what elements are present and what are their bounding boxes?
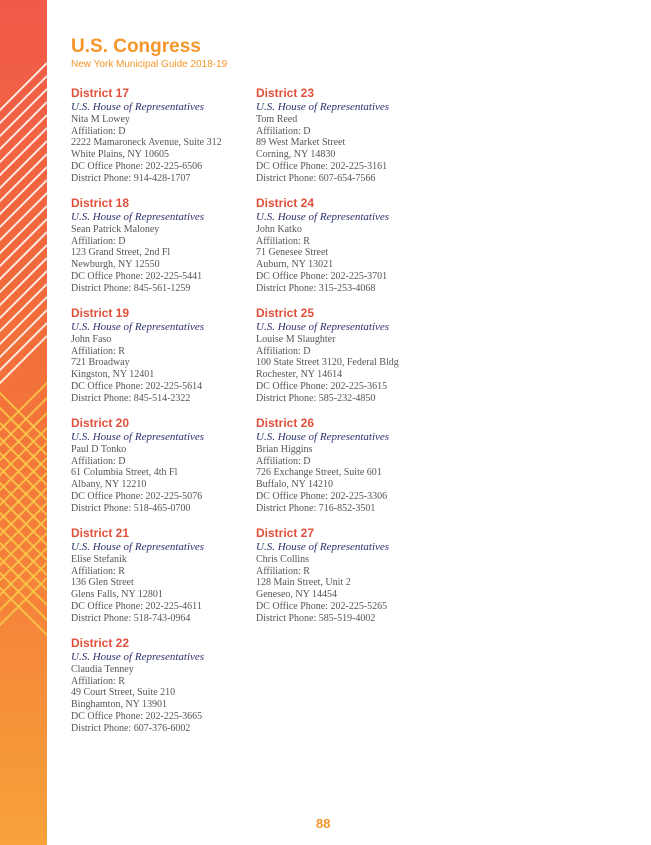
- district-heading: District 22: [71, 636, 130, 650]
- dc-office-phone: DC Office Phone: 202-225-5265: [256, 600, 388, 612]
- address-line-1: 89 West Market Street: [256, 137, 346, 149]
- dc-office-phone: DC Office Phone: 202-225-4611: [71, 600, 202, 612]
- affiliation: Affiliation: R: [256, 565, 310, 577]
- district-entry: [71, 306, 251, 416]
- representative-name: Chris Collins: [256, 554, 310, 565]
- office-title: U.S. House of Representatives: [71, 211, 205, 223]
- district-heading: District 17: [71, 86, 130, 100]
- district-phone: District Phone: 845-514-2322: [71, 392, 191, 404]
- address-line-1: 128 Main Street, Unit 2: [256, 577, 351, 589]
- representative-name: Sean Patrick Maloney: [71, 224, 160, 235]
- affiliation: Affiliation: R: [71, 345, 125, 357]
- district-heading: District 21: [71, 526, 130, 540]
- affiliation: Affiliation: R: [71, 675, 125, 687]
- district-phone: District Phone: 315-253-4068: [256, 282, 376, 294]
- address-line-1: 726 Exchange Street, Suite 601: [256, 467, 382, 479]
- office-title: U.S. House of Representatives: [256, 541, 390, 553]
- address-line-2: Auburn, NY 13021: [256, 259, 334, 271]
- representative-name: Claudia Tenney: [71, 664, 134, 675]
- representative-name: John Faso: [71, 334, 112, 345]
- district-heading: District 23: [256, 86, 315, 100]
- district-phone: District Phone: 607-654-7566: [256, 172, 376, 184]
- representative-name: Brian Higgins: [256, 444, 313, 455]
- dc-office-phone: DC Office Phone: 202-225-5441: [71, 270, 203, 282]
- representative-name: Nita M Lowey: [71, 114, 130, 125]
- address-line-2: Binghamton, NY 13901: [71, 699, 168, 711]
- address-line-1: 100 State Street 3120, Federal Bldg: [256, 357, 399, 369]
- affiliation: Affiliation: D: [256, 125, 311, 137]
- address-line-2: Geneseo, NY 14454: [256, 589, 338, 601]
- district-phone: District Phone: 716-852-3501: [256, 502, 376, 514]
- representative-name: Paul D Tonko: [71, 444, 127, 455]
- affiliation: Affiliation: R: [71, 565, 125, 577]
- right-column: [256, 86, 436, 636]
- address-line-2: Albany, NY 12210: [71, 479, 147, 491]
- office-title: U.S. House of Representatives: [256, 211, 390, 223]
- district-phone: District Phone: 585-232-4850: [256, 392, 376, 404]
- address-line-1: 61 Columbia Street, 4th Fl: [71, 467, 178, 479]
- dc-office-phone: DC Office Phone: 202-225-5614: [71, 380, 203, 392]
- office-title: U.S. House of Representatives: [71, 651, 205, 663]
- page-subtitle: New York Municipal Guide 2018-19: [71, 59, 228, 70]
- district-entry: [256, 306, 436, 416]
- representative-name: Tom Reed: [256, 114, 298, 125]
- left-column: [71, 86, 251, 746]
- address-line-2: Rochester, NY 14614: [256, 369, 343, 381]
- address-line-1: 136 Glen Street: [71, 577, 134, 589]
- address-line-1: 71 Genesee Street: [256, 247, 329, 259]
- address-line-2: Newburgh, NY 12550: [71, 259, 160, 271]
- address-line-1: 721 Broadway: [71, 357, 130, 369]
- dc-office-phone: DC Office Phone: 202-225-3701: [256, 270, 388, 282]
- affiliation: Affiliation: D: [256, 345, 311, 357]
- address-line-1: 49 Court Street, Suite 210: [71, 687, 176, 699]
- affiliation: Affiliation: D: [71, 125, 126, 137]
- district-phone: District Phone: 607-376-6002: [71, 722, 191, 734]
- office-title: U.S. House of Representatives: [71, 431, 205, 443]
- district-phone: District Phone: 518-465-0700: [71, 502, 191, 514]
- address-line-1: 123 Grand Street, 2nd Fl: [71, 247, 171, 259]
- district-heading: District 18: [71, 196, 130, 210]
- representative-name: John Katko: [256, 224, 302, 235]
- page-title: U.S. Congress: [71, 36, 201, 57]
- dc-office-phone: DC Office Phone: 202-225-6506: [71, 160, 203, 172]
- office-title: U.S. House of Representatives: [256, 321, 390, 333]
- district-entry: [71, 86, 251, 196]
- address-line-2: Buffalo, NY 14210: [256, 479, 333, 491]
- office-title: U.S. House of Representatives: [256, 101, 390, 113]
- district-entry: [71, 526, 251, 636]
- district-phone: District Phone: 845-561-1259: [71, 282, 191, 294]
- office-title: U.S. House of Representatives: [256, 431, 390, 443]
- district-entry: [71, 196, 251, 306]
- address-line-1: 2222 Mamaroneck Avenue, Suite 312: [71, 137, 222, 149]
- representative-name: Louise M Slaughter: [256, 334, 336, 345]
- affiliation: Affiliation: D: [256, 455, 311, 467]
- dc-office-phone: DC Office Phone: 202-225-3161: [256, 160, 388, 172]
- office-title: U.S. House of Representatives: [71, 541, 205, 553]
- district-phone: District Phone: 518-743-0964: [71, 612, 191, 624]
- district-entry: [71, 416, 251, 526]
- page-number: 88: [316, 816, 331, 831]
- representative-name: Elise Stefanik: [71, 554, 127, 565]
- address-line-2: Glens Falls, NY 12801: [71, 589, 163, 601]
- dc-office-phone: DC Office Phone: 202-225-3665: [71, 710, 203, 722]
- district-entry: [256, 526, 436, 636]
- district-phone: District Phone: 585-519-4002: [256, 612, 376, 624]
- district-heading: District 27: [256, 526, 315, 540]
- dc-office-phone: DC Office Phone: 202-225-5076: [71, 490, 203, 502]
- district-heading: District 26: [256, 416, 315, 430]
- affiliation: Affiliation: D: [71, 455, 126, 467]
- district-heading: District 25: [256, 306, 315, 320]
- district-phone: District Phone: 914-428-1707: [71, 172, 191, 184]
- district-entry: [256, 196, 436, 306]
- dc-office-phone: DC Office Phone: 202-225-3306: [256, 490, 388, 502]
- office-title: U.S. House of Representatives: [71, 101, 205, 113]
- address-line-2: Kingston, NY 12401: [71, 369, 155, 381]
- district-heading: District 19: [71, 306, 130, 320]
- diagonal-stripes-pattern: [0, 0, 47, 845]
- address-line-2: White Plains, NY 10605: [71, 149, 169, 161]
- district-entry: [256, 86, 436, 196]
- district-entry: [256, 416, 436, 526]
- district-heading: District 24: [256, 196, 315, 210]
- address-line-2: Corning, NY 14830: [256, 149, 336, 161]
- affiliation: Affiliation: R: [256, 235, 310, 247]
- district-entry: [71, 636, 251, 746]
- office-title: U.S. House of Representatives: [71, 321, 205, 333]
- dc-office-phone: DC Office Phone: 202-225-3615: [256, 380, 388, 392]
- district-heading: District 20: [71, 416, 130, 430]
- decorative-side-band: [0, 0, 47, 845]
- affiliation: Affiliation: D: [71, 235, 126, 247]
